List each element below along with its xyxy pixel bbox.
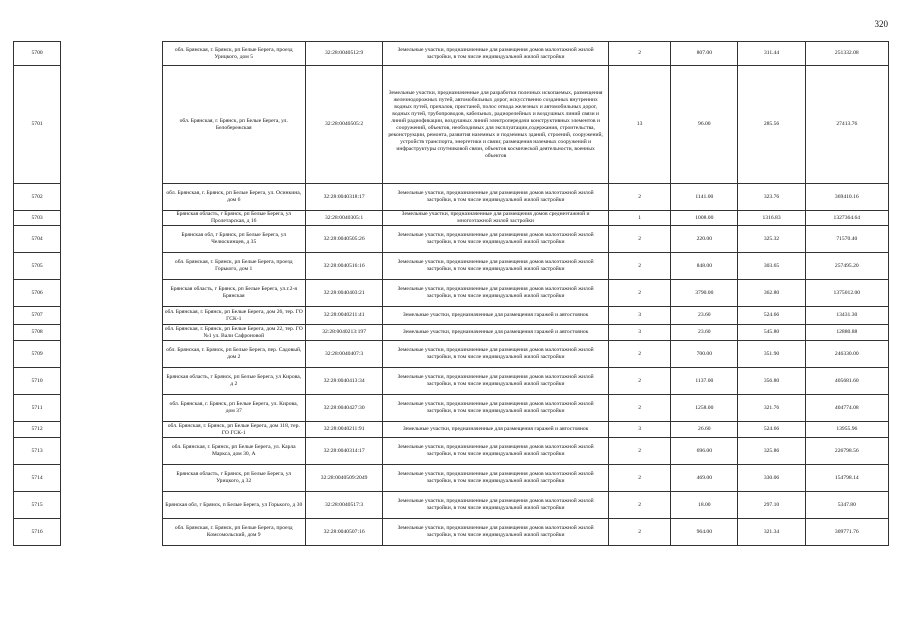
table-row xyxy=(14,422,889,438)
land-purpose-cell: Земельные участки, предназначенные для размещения домов малоэтажной жилой застройки, в том числе индивидуальной жилой застройки xyxy=(383,368,609,395)
table-row xyxy=(14,519,889,546)
table-row xyxy=(14,307,889,325)
table-body xyxy=(14,42,889,546)
table-row xyxy=(14,438,889,465)
rate-cell: 1316.83 xyxy=(738,211,805,226)
cadastral-number-cell: 32:28:0040314:17 xyxy=(305,438,382,465)
cadastral-number-cell: 32:28:0040516:16 xyxy=(305,253,382,280)
address-cell: Брянская область, г Брянск, рп Белые Берега, ул.г.2-я Брянская xyxy=(162,280,305,307)
cadastral-number-cell: 32:28:0040427:30 xyxy=(305,395,382,422)
cadastral-value-cell: 369410.16 xyxy=(805,184,888,211)
group-cell: 2 xyxy=(609,253,671,280)
row-number-cell: 5712 xyxy=(14,422,61,438)
rate-cell: 311.44 xyxy=(738,42,805,66)
rate-cell: 321.34 xyxy=(738,519,805,546)
group-cell: 13 xyxy=(609,66,671,184)
spacer-cell xyxy=(61,307,162,325)
cadastral-value-cell: 257495.20 xyxy=(805,253,888,280)
rate-cell: 321.76 xyxy=(738,395,805,422)
land-purpose-cell: Земельные участки, предназначенные для размещения домов малоэтажной жилой застройки, в том числе индивидуальной жилой застройки xyxy=(383,253,609,280)
group-cell: 2 xyxy=(609,465,671,492)
spacer-cell xyxy=(61,492,162,519)
table-row xyxy=(14,211,889,226)
area-cell: 23.60 xyxy=(671,307,738,325)
land-purpose-cell: Земельные участки, предназначенные для размещения домов малоэтажной жилой застройки, в том числе индивидуальной жилой застройки xyxy=(383,341,609,368)
spacer-cell xyxy=(61,395,162,422)
group-cell: 3 xyxy=(609,422,671,438)
cadastral-number-cell: 32:28:0040213:197 xyxy=(305,325,382,341)
table-row xyxy=(14,492,889,519)
land-purpose-cell: Земельные участки, предназначенные для размещения домов малоэтажной жилой застройки, в том числе индивидуальной жилой застройки xyxy=(383,395,609,422)
cadastral-value-cell: 251332.08 xyxy=(805,42,888,66)
row-number-cell: 5714 xyxy=(14,465,61,492)
table-row xyxy=(14,368,889,395)
area-cell: 26.60 xyxy=(671,422,738,438)
cadastral-number-cell: 32:28:0040517:3 xyxy=(305,492,382,519)
spacer-cell xyxy=(61,42,162,66)
area-cell: 696.00 xyxy=(671,438,738,465)
cadastral-number-cell: 32:28:0040512:9 xyxy=(305,42,382,66)
table-row xyxy=(14,253,889,280)
cadastral-value-cell: 1375012.00 xyxy=(805,280,888,307)
table-row xyxy=(14,395,889,422)
area-cell: 1141.00 xyxy=(671,184,738,211)
address-cell: обл. Брянская, г. Брянск, рп Белые Берега, проезд Урицкого, дом 5 xyxy=(162,42,305,66)
group-cell: 2 xyxy=(609,280,671,307)
spacer-cell xyxy=(61,325,162,341)
address-cell: обл. Брянская, г. Брянск, рп Белые Берега, пер. Садовый, дом 2 xyxy=(162,341,305,368)
row-number-cell: 5708 xyxy=(14,325,61,341)
cadastral-number-cell: 32:28:0040505:26 xyxy=(305,226,382,253)
area-cell: 700.00 xyxy=(671,341,738,368)
area-cell: 807.00 xyxy=(671,42,738,66)
table-row xyxy=(14,325,889,341)
cadastral-number-cell: 32:28:0040211:41 xyxy=(305,307,382,325)
row-number-cell: 5711 xyxy=(14,395,61,422)
spacer-cell xyxy=(61,422,162,438)
cadastral-value-cell: 12880.88 xyxy=(805,325,888,341)
spacer-cell xyxy=(61,66,162,184)
land-purpose-cell: Земельные участки, предназначенные для размещения домов среднеэтажной и многоэтажной жилой застройки xyxy=(383,211,609,226)
land-purpose-cell: Земельные участки, предназначенные для размещения домов малоэтажной жилой застройки, в том числе индивидуальной жилой застройки xyxy=(383,519,609,546)
row-number-cell: 5709 xyxy=(14,341,61,368)
table-row xyxy=(14,42,889,66)
rate-cell: 356.80 xyxy=(738,368,805,395)
spacer-cell xyxy=(61,280,162,307)
table-row xyxy=(14,341,889,368)
group-cell: 2 xyxy=(609,368,671,395)
rate-cell: 351.90 xyxy=(738,341,805,368)
table-row xyxy=(14,226,889,253)
rate-cell: 524.66 xyxy=(738,422,805,438)
address-cell: Брянская область, г Брянск, рп Белые Берега, ул Пролетарская, д 16 xyxy=(162,211,305,226)
address-cell: обл. Брянская, г. Брянск, рп Белые Берега, ул. Карла Маркса, дом 30, А xyxy=(162,438,305,465)
row-number-cell: 5703 xyxy=(14,211,61,226)
rate-cell: 325.86 xyxy=(738,438,805,465)
cadastral-number-cell: 32:28:0040305:1 xyxy=(305,211,382,226)
rate-cell: 285.56 xyxy=(738,66,805,184)
row-number-cell: 5702 xyxy=(14,184,61,211)
cadastral-value-cell: 154798.14 xyxy=(805,465,888,492)
spacer-cell xyxy=(61,211,162,226)
cadastral-value-cell: 309771.76 xyxy=(805,519,888,546)
page-number: 320 xyxy=(874,19,888,29)
cadastral-value-cell: 71570.40 xyxy=(805,226,888,253)
table-row xyxy=(14,66,889,184)
spacer-cell xyxy=(61,465,162,492)
group-cell: 2 xyxy=(609,42,671,66)
area-cell: 1258.00 xyxy=(671,395,738,422)
row-number-cell: 5713 xyxy=(14,438,61,465)
cadastral-number-cell: 32:28:0040505:2 xyxy=(305,66,382,184)
group-cell: 3 xyxy=(609,325,671,341)
rate-cell: 545.80 xyxy=(738,325,805,341)
area-cell: 1008.00 xyxy=(671,211,738,226)
land-purpose-cell: Земельные участки, предназначенные для размещения гаражей и автостоянок xyxy=(383,325,609,341)
rate-cell: 362.80 xyxy=(738,280,805,307)
spacer-cell xyxy=(61,226,162,253)
spacer-cell xyxy=(61,438,162,465)
cadastral-number-cell: 32:28:0040413:34 xyxy=(305,368,382,395)
address-cell: обл. Брянская, г. Брянск, рп Белые Берега, ул. Кирова, дом 37 xyxy=(162,395,305,422)
address-cell: обл. Брянская, г. Брянск, рп Белые Берега, проезд Горького, дом 1 xyxy=(162,253,305,280)
area-cell: 220.00 xyxy=(671,226,738,253)
cadastral-number-cell: 32:28:0040211:91 xyxy=(305,422,382,438)
row-number-cell: 5705 xyxy=(14,253,61,280)
cadastral-number-cell: 32:28:0040318:17 xyxy=(305,184,382,211)
spacer-cell xyxy=(61,184,162,211)
group-cell: 2 xyxy=(609,438,671,465)
group-cell: 2 xyxy=(609,519,671,546)
cadastral-value-cell: 13955.96 xyxy=(805,422,888,438)
address-cell: обл. Брянская, г. Брянск, рп Белые Берега, дом 26, тер. ГО ГСК-1 xyxy=(162,307,305,325)
area-cell: 848.00 xyxy=(671,253,738,280)
address-cell: обл. Брянская, г. Брянск, рп Белые Берега, ул. Белобережская xyxy=(162,66,305,184)
group-cell: 2 xyxy=(609,492,671,519)
group-cell: 2 xyxy=(609,395,671,422)
cadastral-number-cell: 32:28:0040509:2049 xyxy=(305,465,382,492)
area-cell: 964.00 xyxy=(671,519,738,546)
land-purpose-cell: Земельные участки, предназначенные для размещения домов малоэтажной жилой застройки, в том числе индивидуальной жилой застройки xyxy=(383,280,609,307)
cadastral-value-cell: 1327364.64 xyxy=(805,211,888,226)
address-cell: Брянская область, г Брянск, рп Белые Берега, ул Кирова, д 2 xyxy=(162,368,305,395)
land-purpose-cell: Земельные участки, предназначенные для размещения домов малоэтажной жилой застройки, в том числе индивидуальной жилой застройки xyxy=(383,184,609,211)
row-number-cell: 5700 xyxy=(14,42,61,66)
cadastral-number-cell: 32:28:0040407:3 xyxy=(305,341,382,368)
group-cell: 2 xyxy=(609,341,671,368)
group-cell: 1 xyxy=(609,211,671,226)
land-purpose-cell: Земельные участки, предназначенные для размещения домов малоэтажной жилой застройки, в том числе индивидуальной жилой застройки xyxy=(383,438,609,465)
spacer-cell xyxy=(61,519,162,546)
area-cell: 469.00 xyxy=(671,465,738,492)
cadastral-value-table xyxy=(13,41,889,546)
address-cell: обл. Брянская, г. Брянск, рп Белые Берега, дом 22, тер. ГО №1 ул. Вали Сафроновой xyxy=(162,325,305,341)
cadastral-value-cell: 246330.00 xyxy=(805,341,888,368)
cadastral-value-cell: 13431.30 xyxy=(805,307,888,325)
land-purpose-cell: Земельные участки, предназначенные для размещения домов малоэтажной жилой застройки, в том числе индивидуальной жилой застройки xyxy=(383,465,609,492)
cadastral-value-cell: 5347.80 xyxy=(805,492,888,519)
area-cell: 3790.00 xyxy=(671,280,738,307)
address-cell: обл. Брянская, г. Брянск, рп Белые Берега, проезд Комсомольский, дом 9 xyxy=(162,519,305,546)
address-cell: обл. Брянская, г. Брянск, рп Белые Берега, ул. Осинкина, дом 6 xyxy=(162,184,305,211)
cadastral-value-cell: 226798.56 xyxy=(805,438,888,465)
rate-cell: 303.65 xyxy=(738,253,805,280)
address-cell: Брянская область, г Брянск, рп Белые Берега, ул Урицкого, д 32 xyxy=(162,465,305,492)
row-number-cell: 5706 xyxy=(14,280,61,307)
land-purpose-cell: Земельные участки, предназначенные для размещения гаражей и автостоянок xyxy=(383,422,609,438)
cadastral-number-cell: 32:28:0040403:21 xyxy=(305,280,382,307)
row-number-cell: 5715 xyxy=(14,492,61,519)
group-cell: 2 xyxy=(609,226,671,253)
rate-cell: 323.76 xyxy=(738,184,805,211)
cadastral-value-cell: 405681.60 xyxy=(805,368,888,395)
table-row xyxy=(14,184,889,211)
rate-cell: 325.32 xyxy=(738,226,805,253)
land-purpose-cell: Земельные участки, предназначенные для размещения гаражей и автостоянок xyxy=(383,307,609,325)
row-number-cell: 5704 xyxy=(14,226,61,253)
spacer-cell xyxy=(61,368,162,395)
rate-cell: 297.10 xyxy=(738,492,805,519)
cadastral-number-cell: 32:28:0040507:16 xyxy=(305,519,382,546)
table-row xyxy=(14,280,889,307)
cadastral-value-cell: 404774.08 xyxy=(805,395,888,422)
address-cell: обл. Брянская, г. Брянск, рп Белые Берега, дом 118, тер. ГО ГСК-1 xyxy=(162,422,305,438)
area-cell: 96.00 xyxy=(671,66,738,184)
table-row xyxy=(14,465,889,492)
area-cell: 1137.00 xyxy=(671,368,738,395)
cadastral-value-cell: 27413.76 xyxy=(805,66,888,184)
spacer-cell xyxy=(61,253,162,280)
land-purpose-cell: Земельные участки, предназначенные для размещения домов малоэтажной жилой застройки, в том числе индивидуальной жилой застройки xyxy=(383,226,609,253)
rate-cell: 330.06 xyxy=(738,465,805,492)
area-cell: 18.00 xyxy=(671,492,738,519)
land-purpose-cell: Земельные участки, предназначенные для размещения домов малоэтажной жилой застройки, в том числе индивидуальной жилой застройки xyxy=(383,42,609,66)
land-purpose-cell: Земельные участки, предназначенные для разработки полезных ископаемых, размещения железнодорожных путей, автомобильных дорог, искусственно созданных внутренних водных путей, причалов, пристаней, полос отвода железных и автомобильных дорог, водных путей, трубопроводов, кабельных, радиорелейных и воздушных линий связи и линий радиофикации, воздушных линий электропередачи конструктивных элементов и сооружений, объектов, необходимых для эксплуатации,содержания, строительства, реконструкции, ремонта, развития наземных и подземных зданий, строений, сооружений, устройств транспорта, энергетики и связи; размещения наземных сооружений и инфраструктуры спутниковой связи, объектов космической деятельности, военных объектов xyxy=(383,66,609,184)
address-cell: Брянская обл, г Брянск, п Белые Берега, ул Горького, д 30 xyxy=(162,492,305,519)
group-cell: 2 xyxy=(609,184,671,211)
row-number-cell: 5716 xyxy=(14,519,61,546)
spacer-cell xyxy=(61,341,162,368)
row-number-cell: 5707 xyxy=(14,307,61,325)
group-cell: 3 xyxy=(609,307,671,325)
area-cell: 23.60 xyxy=(671,325,738,341)
rate-cell: 524.66 xyxy=(738,307,805,325)
address-cell: Брянская обл, г Брянск, рп Белые Берега, ул Челюскинцев, д 35 xyxy=(162,226,305,253)
land-purpose-cell: Земельные участки, предназначенные для размещения домов малоэтажной жилой застройки, в том числе индивидуальной жилой застройки xyxy=(383,492,609,519)
row-number-cell: 5701 xyxy=(14,66,61,184)
row-number-cell: 5710 xyxy=(14,368,61,395)
